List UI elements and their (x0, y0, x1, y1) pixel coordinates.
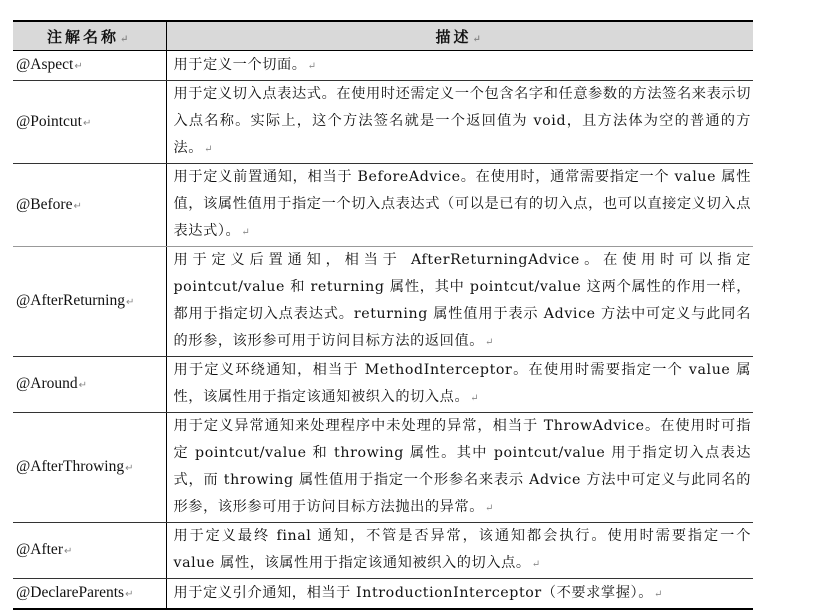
annotation-name-cell: @Before↵ (13, 164, 166, 247)
table-row (13, 413, 753, 523)
paragraph-mark-icon: ↵ (485, 503, 495, 514)
paragraph-mark-icon: ↵ (82, 117, 92, 129)
table-row (13, 51, 753, 81)
paragraph-mark-icon: ↵ (307, 60, 317, 72)
annotation-name-cell: @AfterThrowing↵ (13, 413, 166, 523)
paragraph-mark-icon: ↵ (120, 33, 132, 45)
description-cell: 用于定义一个切面。↵ (166, 51, 753, 81)
description-cell: 用于定义最终 final 通知，不管是否异常，该通知都会执行。使用时需要指定一个 value 属性，该属性用于指定该通知被织入的切入点。↵ (166, 523, 753, 579)
description-cell: 用于定义切入点表达式。在使用时还需定义一个包含名字和任意参数的方法签名来表示切入点名称。实际上，这个方法签名就是一个返回值为 void，且方法体为空的普通的方法。↵ (166, 81, 753, 164)
table-row (13, 579, 753, 610)
description-cell: 用于定义后置通知，相当于 AfterReturningAdvice。在使用时可以指定 pointcut/value 和 returning 属性，其中 pointcut/value 这两个属性的作用一样，都用于指定切入点表达式。returning 属性值用于表示 Advice 方法中可定义与此同名的形参，该形参可用于访问目标方法的返回值。↵ (166, 247, 753, 357)
paragraph-mark-icon: ↵ (241, 227, 251, 238)
annotation-name-cell: @Around↵ (13, 357, 166, 413)
paragraph-mark-icon: ↵ (653, 588, 663, 600)
paragraph-mark-icon: ↵ (531, 559, 541, 570)
description-cell: 用于定义环绕通知，相当于 MethodInterceptor。在使用时需要指定一个 value 属性，该属性用于指定该通知被织入的切入点。↵ (166, 357, 753, 413)
annotation-name-cell: @AfterReturning↵ (13, 247, 166, 357)
description-cell: 用于定义前置通知，相当于 BeforeAdvice。在使用时，通常需要指定一个 value 属性值，该属性值用于指定一个切入点表达式（可以是已有的切入点，也可以直接定义切入点表达式）。↵ (166, 164, 753, 247)
paragraph-mark-icon: ↵ (125, 297, 135, 308)
table-row (13, 81, 753, 164)
table-row (13, 164, 753, 247)
annotation-name-cell: @After↵ (13, 523, 166, 579)
table-header-row (13, 21, 753, 51)
table-row (13, 357, 753, 413)
paragraph-mark-icon: ↵ (63, 546, 73, 557)
paragraph-mark-icon: ↵ (125, 463, 134, 474)
paragraph-mark-icon: ↵ (472, 33, 484, 45)
description-cell: 用于定义异常通知来处理程序中未处理的异常，相当于 ThrowAdvice。在使用时可指定 pointcut/value 和 throwing 属性。其中 pointcut/value 用于指定切入点表达式，而 throwing 属性值用于指定一个形参名来表示 Advice 方法中可定义与此同名的形参，该形参可用于访问目标方法抛出的异常。↵ (166, 413, 753, 523)
paragraph-mark-icon: ↵ (73, 200, 82, 212)
header-annotation-name: 注解名称↵ (13, 21, 166, 51)
table-row (13, 247, 753, 357)
paragraph-mark-icon: ↵ (470, 393, 480, 404)
annotation-name-cell: @Aspect↵ (13, 51, 166, 81)
paragraph-mark-icon: ↵ (485, 337, 495, 348)
paragraph-mark-icon: ↵ (74, 61, 83, 72)
paragraph-mark-icon: ↵ (125, 589, 134, 600)
paragraph-mark-icon: ↵ (78, 380, 88, 391)
annotation-table (13, 20, 753, 610)
paragraph-mark-icon: ↵ (204, 144, 214, 155)
table-row (13, 523, 753, 579)
annotation-name-cell: @DeclareParents↵ (13, 579, 166, 610)
header-description: 描述↵ (166, 21, 753, 51)
description-cell: 用于定义引介通知，相当于 IntroductionInterceptor（不要求掌握）。↵ (166, 579, 753, 610)
annotation-name-cell: @Pointcut↵ (13, 81, 166, 164)
